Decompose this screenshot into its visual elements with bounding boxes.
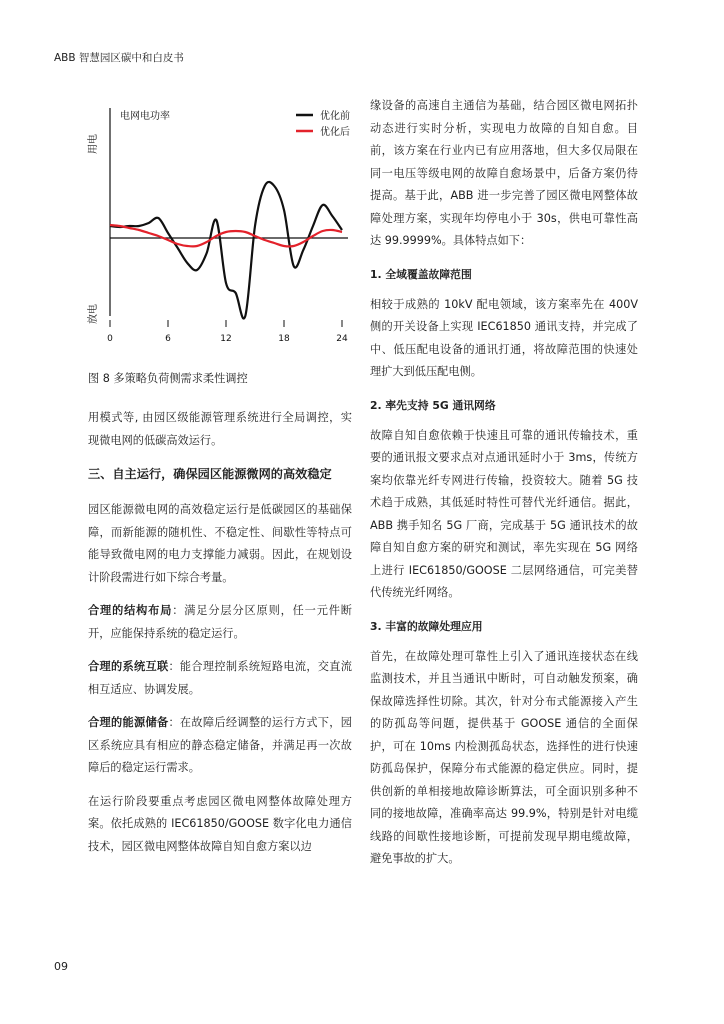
x-tick-label-24: 24 xyxy=(336,334,348,344)
subheading-1: 1. 全域覆盖故障范围 xyxy=(370,267,472,281)
left-paragraph-0: 用模式等, 由园区级能源管理系统进行全局调控，实现微电网的低碳高效运行。 xyxy=(88,411,352,447)
x-tick-label-18: 18 xyxy=(278,334,290,344)
left-column xyxy=(88,407,352,869)
chart-legend xyxy=(296,109,350,138)
term-system-interconnect: 合理的系统互联 xyxy=(88,660,169,673)
left-paragraph-3 xyxy=(88,656,352,701)
left-paragraph-1: 园区能源微电网的高效稳定运行是低碳园区的基础保障，而新能源的随机性、不稳定性、间歇性等特点可能导致微电网的电力支撑能力减弱。因此，在规划设计阶段需进行如下综合考量。 xyxy=(88,503,352,584)
chart-axes xyxy=(110,108,348,316)
subheading-2: 2. 率先支持 5G 通讯网络 xyxy=(370,398,496,412)
chart-series-layer xyxy=(110,182,342,319)
left-paragraph-5: 在运行阶段要重点考虑园区微电网整体故障处理方案。依托成熟的 IEC61850/GOOSE 数字化电力通信技术，园区微电网整体故障自知自愈方案以边 xyxy=(88,794,352,853)
left-paragraph-4 xyxy=(88,712,352,780)
y-label-bottom: 放电 xyxy=(88,304,99,324)
chart-ticks-layer xyxy=(107,320,348,344)
x-tick-label-12: 12 xyxy=(220,334,232,344)
right-column xyxy=(370,95,638,882)
section-heading: 三、自主运行，确保园区能源微网的高效稳定 xyxy=(88,467,332,481)
term-structure-layout: 合理的结构布局 xyxy=(88,604,173,617)
series-line-before xyxy=(110,182,342,319)
x-tick-label-0: 0 xyxy=(107,334,113,344)
legend-label-before: 优化前 xyxy=(320,111,350,122)
right-paragraph-0: 缘设备的高速自主通信为基础，结合园区微电网拓扑动态进行实时分析，实现电力故障的自知自愈。目前，该方案在行业内已有应用落地，但大多仅局限在同一电压等级电网的故障自愈场景中，后备方案仍待提高。基于此，ABB 进一步完善了园区微电网整体故障处理方案，实现年均停电小于 30s，供电可靠性高达 99.9999%。具体特点如下： xyxy=(370,99,638,247)
figure-caption: 图 8 多策略负荷侧需求柔性调控 xyxy=(88,372,248,385)
legend-label-after: 优化后 xyxy=(320,127,350,138)
term-energy-reserve-text: ：在故障后经调整的运行方式下，园区系统应具有相应的静态稳定储备，并满足再一次故障后的稳定运行需求。 xyxy=(88,716,352,774)
right-paragraph-1: 相较于成熟的 10kV 配电领域，该方案率先在 400V 侧的开关设备上实现 IEC61850 通讯支持，并完成了中、低压配电设备的通讯打通，将故障范围的快速处理扩大到低压配电侧。 xyxy=(370,297,638,378)
page-number: 09 xyxy=(54,960,68,973)
left-paragraph-2 xyxy=(88,600,352,645)
power-chart xyxy=(80,98,360,358)
right-paragraph-3: 首先，在故障处理可靠性上引入了通讯连接状态在线监测技术，并且当通讯中断时，可自动触发预案，确保故障选择性切除。其次，针对分布式能源接入产生的防孤岛等问题，提供基于 GOOSE 通信的全面保护，可在 10ms 内检测孤岛状态，选择性的进行快速防孤岛保护，保障分布式能源的稳定供应。同时，提供创新的单相接地故障诊断算法，可全面识别多种不同的接地故障，准确率高达 99.9%，特别是针对电缆线路的间歇性接地诊断，可提前发现早期电缆故障，避免事故的扩大。 xyxy=(370,649,638,865)
x-tick-label-6: 6 xyxy=(165,334,171,344)
y-label-top: 用电 xyxy=(88,134,99,154)
header-title: ABB 智慧园区碳中和白皮书 xyxy=(54,52,184,64)
term-system-interconnect-text: ：能合理控制系统短路电流，交直流相互适应、协调发展。 xyxy=(88,660,352,696)
term-structure-layout-text: ：满足分层分区原则，任一元件断开，应能保持系统的稳定运行。 xyxy=(88,604,352,640)
chart-title: 电网电功率 xyxy=(120,111,170,122)
right-paragraph-2: 故障自知自愈依赖于快速且可靠的通讯传输技术，重要的通讯报文要求点对点通讯延时小于 3ms，传统方案均依靠光纤专网进行传输，投资较大。随着 5G 技术趋于成熟，其低延时特性可替代光纤通信。据此，ABB 携手知名 5G 厂商，完成基于 5G 通讯技术的故障自知自愈方案的研究和测试，率先实现在 5G 网络上进行 IEC61850/GOOSE 二层网络通信，可完美替代传统光纤网络。 xyxy=(370,428,638,599)
term-energy-reserve: 合理的能源储备 xyxy=(88,716,169,729)
subheading-3: 3. 丰富的故障处理应用 xyxy=(370,619,483,633)
